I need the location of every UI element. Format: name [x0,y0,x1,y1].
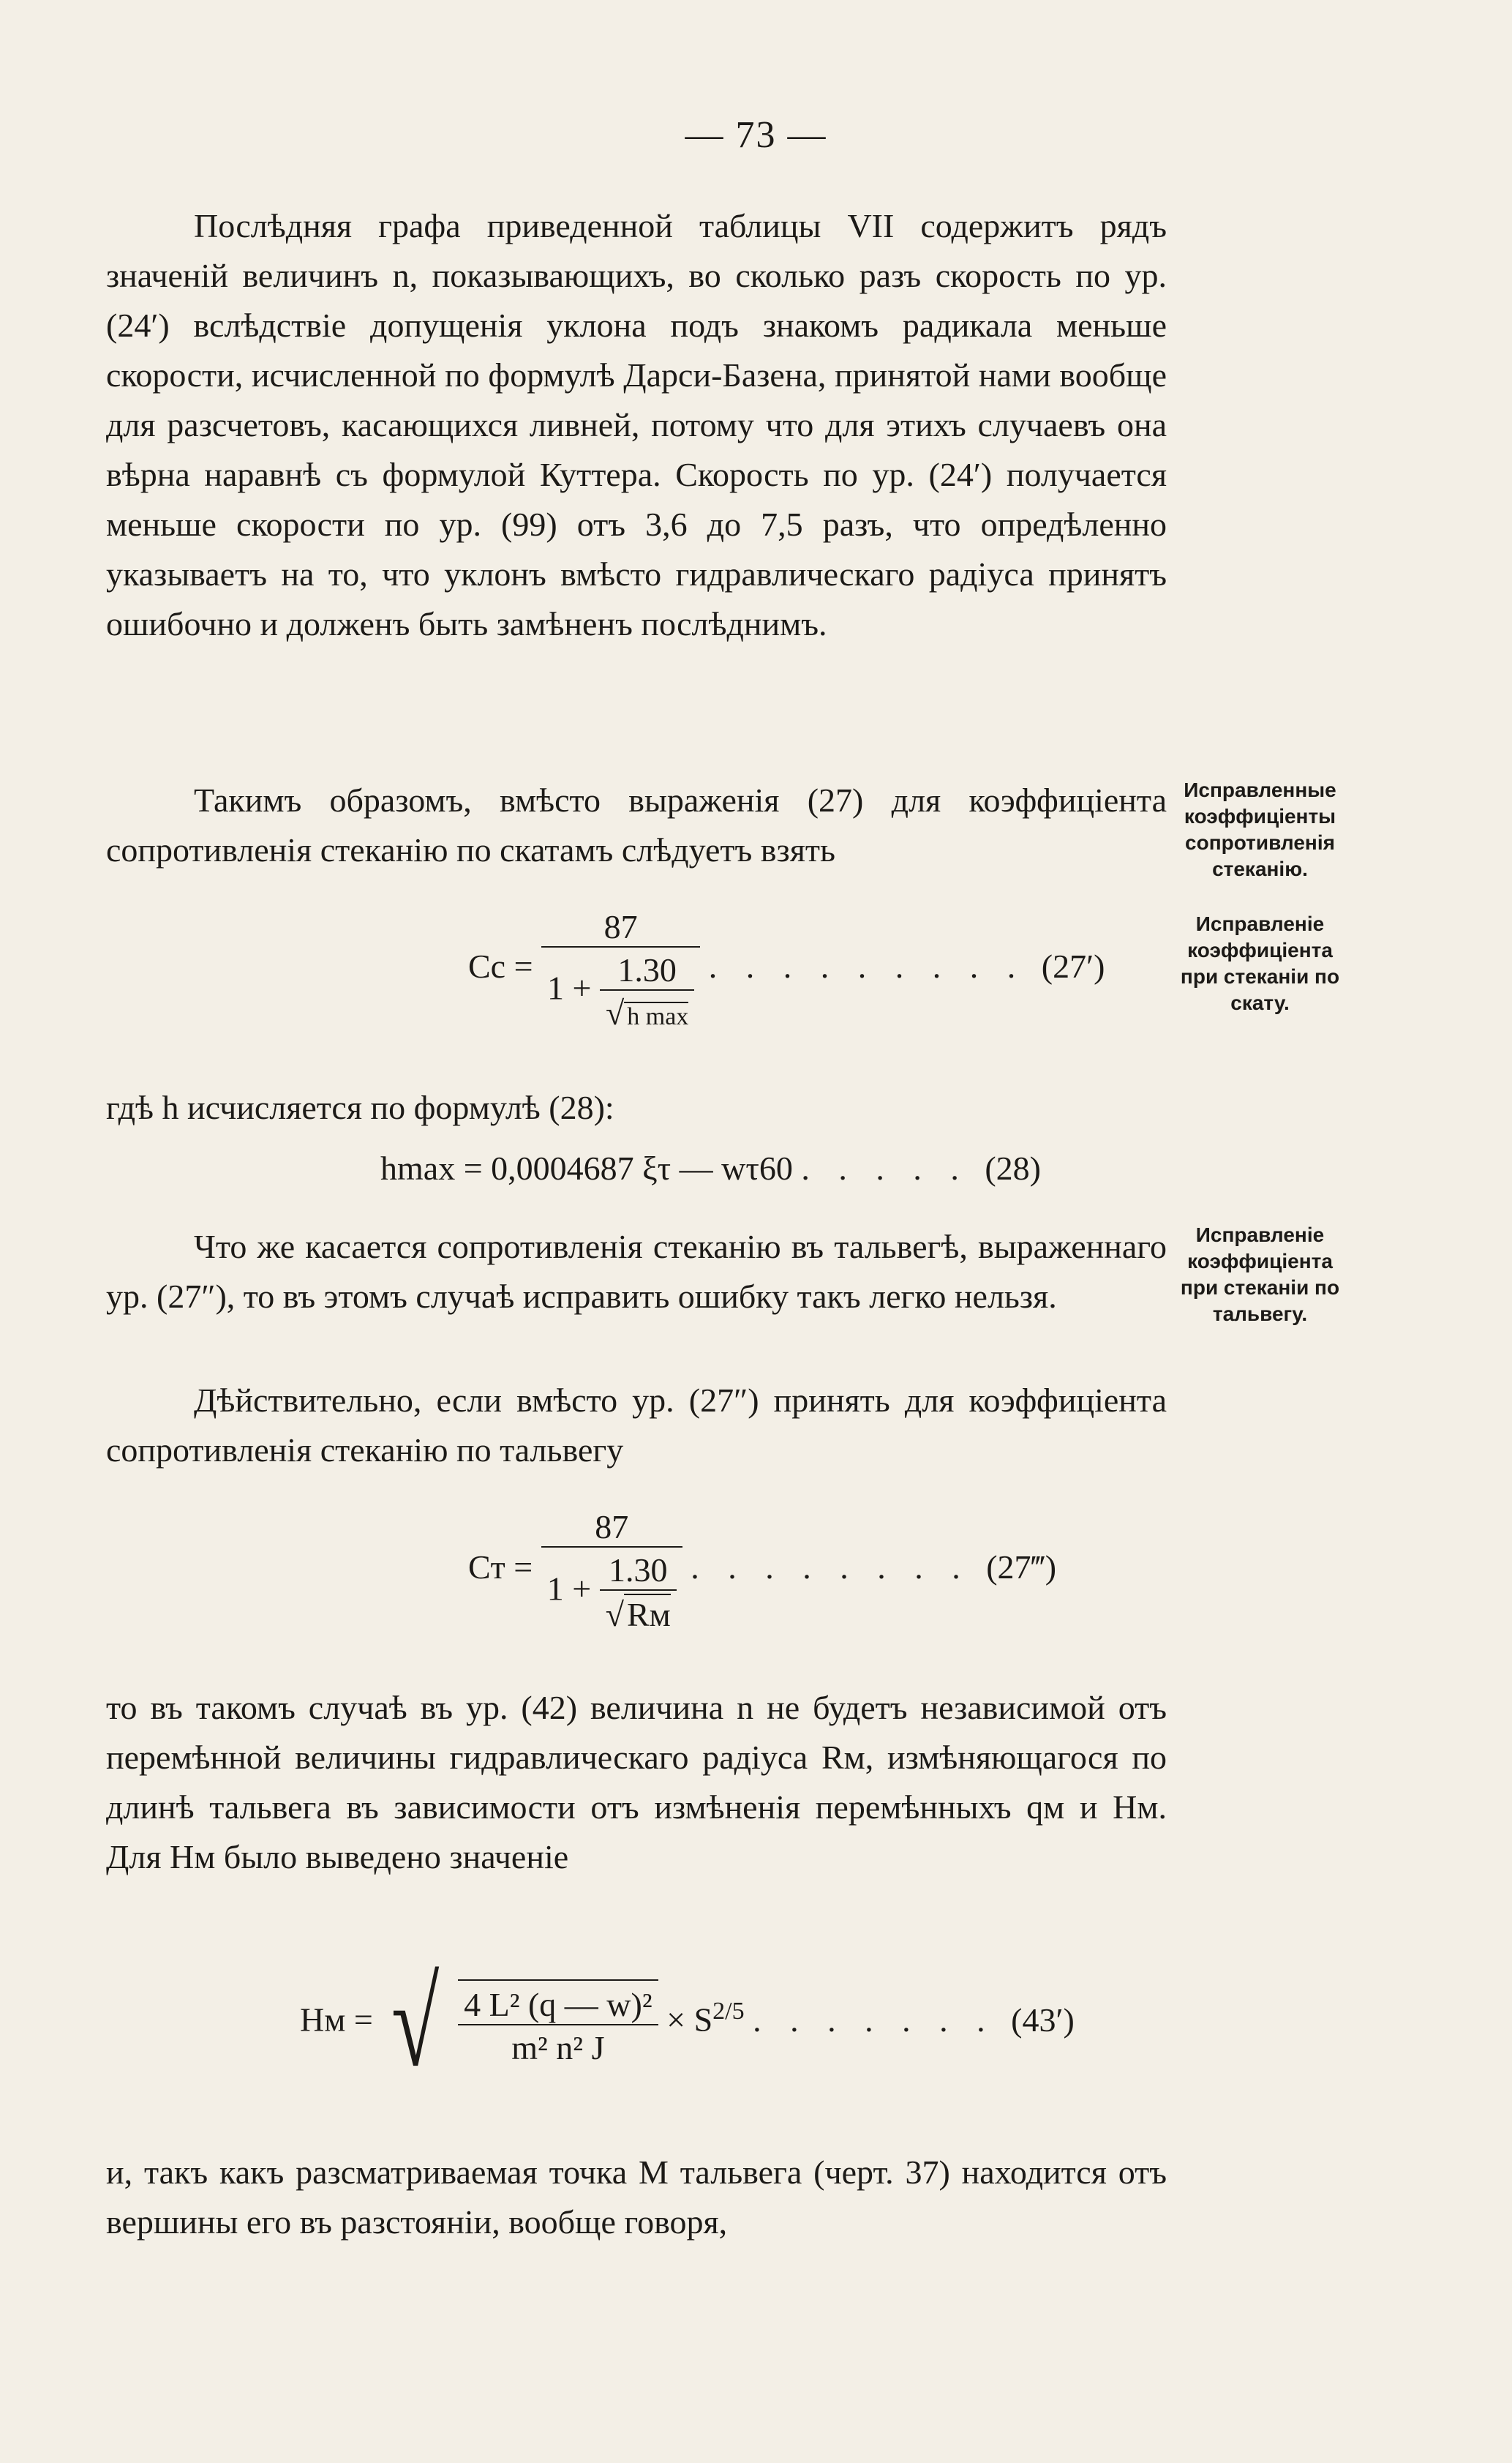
formula-43-prime-denominator: m² n² J [458,2024,658,2067]
formula-27-prime-lhs: Cc = [468,948,533,986]
paragraph-1: Послѣдняя графа приведенной таблицы VII содержитъ рядъ значеній величинъ n, показывающихъ, во сколько разъ скорость по ур. (24′) вслѣдствіе допущенія уклона подъ знакомъ радикала меньше скорости, исчисленной по формулѣ Дарси-Базена, принятой нами вообще для разсчетовъ, касающихся ливней, потому что для этихъ случаевъ она вѣрна наравнѣ съ формулой Куттера. Скорость по ур. (24′) получается меньше скорости по ур. (99) отъ 3,6 до 7,5 разъ, что опредѣленно указываетъ на то, что уклонъ вмѣсто гидравлическаго радіуса принятъ ошибочно и долженъ быть замѣненъ послѣднимъ. [106,207,1167,642]
formula-28 [380,1149,1041,1188]
radical-icon: √ [391,1954,440,2092]
formula-27-prime-one-plus: 1 + [547,969,592,1007]
formula-43-prime [300,1954,1075,2092]
paragraph-3: гдѣ h исчисляется по формулѣ (28): [106,1089,614,1126]
formula-27-triple-prime-lhs: Cт = [468,1548,533,1586]
paragraph-5: Дѣйствительно, если вмѣсто ур. (27″) принять для коэффиціента сопротивленія стеканію по тальвегу [106,1382,1167,1469]
formula-27-triple-prime-one-plus: 1 + [546,1570,592,1608]
page-number: — 73 — [685,114,827,156]
paragraph-7: и, такъ какъ разсматриваемая точка M тальвега (черт. 37) находится отъ вершины его въ разстояніи, вообще говоря, [106,2153,1167,2241]
formula-43-prime-numerator: 4 L² (q — w)² [464,1986,652,2023]
formula-27-prime [468,907,1105,1032]
formula-28-dots: . . . . . [801,1150,969,1187]
formula-27-prime-fraction [541,907,700,1032]
formula-27-triple-prime-dots: . . . . . . . . [691,1548,971,1586]
formula-27-prime-dots: . . . . . . . . . [708,948,1026,986]
formula-43-prime-label: (43′) [1011,2001,1075,2039]
formula-27-triple-prime-inner-denominator: Rм [624,1594,671,1634]
paragraph-6: то въ такомъ случаѣ въ ур. (42) величина n не будетъ независимой отъ перемѣнной величины гидравлическаго радіуса Rм, измѣняющагося по длинѣ тальвега въ зависимости отъ измѣненія перемѣнныхъ qм и Hм. Для Hм было выведено значеніе [106,1689,1167,1875]
formula-43-prime-times: × S [666,2001,713,2039]
radical-icon: √ [605,1596,624,1633]
formula-28-text: hmax = 0,0004687 ξτ — wτ60 [380,1150,793,1187]
formula-27-prime-numerator: 87 [603,908,638,945]
formula-27-prime-inner-numerator: 1.30 [617,951,677,989]
paragraph-2: Такимъ образомъ, вмѣсто выраженія (27) для коэффиціента сопротивленія стеканію по скатамъ слѣдуетъ взять [106,781,1167,869]
margin-note-slope-correction: Исправленіе коэффиціента при стеканіи по скату. [1180,912,1340,1014]
margin-note-corrected-coefficients: Исправленные коэффиціенты сопротивленія стеканію. [1184,779,1336,880]
formula-43-prime-exponent: 2/5 [712,1998,745,2025]
formula-27-prime-inner-denominator: h max [624,1002,688,1031]
formula-27-triple-prime [468,1507,1056,1634]
formula-43-prime-fraction [458,1979,658,2067]
formula-43-prime-lhs: Hм = [300,2001,373,2039]
formula-27-triple-prime-fraction [541,1507,682,1634]
paragraph-4: Что же касается сопротивленія стеканію въ тальвегѣ, выраженнаго ур. (27″), то въ этомъ случаѣ исправить ошибку такъ легко нельзя. [106,1228,1167,1315]
formula-27-triple-prime-label: (27‴) [986,1548,1057,1586]
formula-27-triple-prime-inner-numerator: 1.30 [608,1551,668,1589]
formula-28-label: (28) [985,1150,1041,1187]
formula-43-prime-dots: . . . . . . . [753,2001,996,2039]
formula-27-triple-prime-numerator: 87 [595,1508,629,1545]
margin-note-thalweg-correction: Исправленіе коэффиціента при стеканіи по тальвегу. [1180,1223,1340,1325]
radical-icon: √ [606,994,625,1032]
formula-27-prime-label: (27′) [1041,948,1105,986]
